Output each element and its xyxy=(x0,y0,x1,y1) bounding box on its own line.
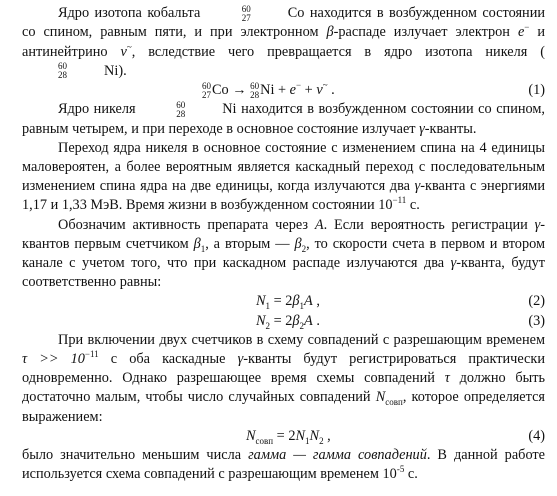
text: с. xyxy=(409,197,420,214)
element-symbol: Ni xyxy=(222,101,237,118)
text: , а вторым — xyxy=(205,235,290,252)
bar: ~ xyxy=(126,41,132,52)
tau-condition: τ >> 10 xyxy=(22,350,85,367)
text: При включении двух счетчиков в схему совпадений с разрешающим временем xyxy=(58,331,545,348)
paragraph-1 xyxy=(22,4,545,81)
equation-body xyxy=(22,312,511,331)
subscript: совп xyxy=(255,435,274,446)
gamma-symbol: γ xyxy=(237,350,244,367)
beta1-symbol: β xyxy=(193,235,201,252)
text: ). xyxy=(118,62,127,79)
subscript: 2 xyxy=(265,320,271,331)
n2-symbol: N xyxy=(309,427,320,444)
equation-number: (1) xyxy=(528,82,545,99)
resolution-base: 10 xyxy=(382,466,397,483)
mass-number: 60 xyxy=(250,80,260,91)
text: Ядро никеля xyxy=(58,101,136,118)
equation-body xyxy=(22,427,511,446)
punct: . xyxy=(312,312,320,329)
text: Переход ядра никеля в основное состояние с изменением спина на 4 единицы маловероятен, а более вероятным является каскадный переход с последовательным изменением спина ядра на две единицы, когда излучаются два xyxy=(22,139,545,195)
equation-2 xyxy=(22,292,545,311)
mass-number: 60 xyxy=(58,61,67,72)
gamma-symbol: γ xyxy=(414,178,421,195)
text: -кванты. xyxy=(424,120,477,137)
atomic-number: 27 xyxy=(241,12,251,23)
equation-body xyxy=(22,292,511,311)
antineutrino-symbol: ν xyxy=(120,43,127,60)
paragraph-2 xyxy=(22,100,545,139)
bar: ~ xyxy=(322,80,328,91)
arrow: → xyxy=(228,82,251,98)
cobalt-nuclide xyxy=(206,4,305,23)
text: Ядро изотопа кобальта xyxy=(58,5,201,21)
mass-number: 60 xyxy=(176,99,186,110)
subscript: 1 xyxy=(200,243,206,254)
equals: = 2 xyxy=(270,293,293,310)
resolution-exponent: -5 xyxy=(396,464,405,475)
atomic-number: 28 xyxy=(58,70,67,81)
beta-symbol: β xyxy=(292,312,300,329)
plus: + xyxy=(274,82,290,98)
punct: , xyxy=(323,427,331,444)
paragraph-3 xyxy=(22,139,545,216)
text: должно быть достаточно малым, чтобы число случайных совпадений xyxy=(22,370,546,406)
text: , вследствие чего превращается в ядро изотопа никеля ( xyxy=(131,43,546,60)
paragraph-5 xyxy=(22,331,545,427)
mass-number: 60 xyxy=(241,3,251,14)
tau-symbol: τ xyxy=(444,370,450,387)
subscript: 2 xyxy=(301,243,307,254)
nickel-nuclide xyxy=(140,100,236,119)
activity-symbol: A xyxy=(304,293,313,310)
lifetime-base: 10 xyxy=(378,197,393,214)
element-symbol: Co xyxy=(212,82,229,99)
n-symbol: N xyxy=(256,293,266,310)
text: с оба каскадные xyxy=(110,350,226,367)
subscript: 2 xyxy=(319,435,324,446)
subscript: совп xyxy=(385,397,403,408)
n1-symbol: N xyxy=(295,427,306,444)
text: и антинейтрино xyxy=(22,24,545,60)
equals: = 2 xyxy=(273,427,296,444)
punct: , xyxy=(312,293,320,310)
atomic-number: 27 xyxy=(202,89,211,100)
charge: − xyxy=(524,22,530,33)
beta-symbol: β xyxy=(292,293,300,310)
text: . Если вероятность регистрации xyxy=(323,216,528,233)
equation-number: (2) xyxy=(528,293,545,310)
text: -квантов первым счетчиком xyxy=(22,216,545,252)
antineutrino-symbol: ν xyxy=(316,82,323,98)
equation-number: (3) xyxy=(528,312,545,329)
element-symbol: Ni xyxy=(260,82,275,99)
atomic-number: 28 xyxy=(176,108,186,119)
text: -кванта с энергиями 1,17 и 1,33 МэВ. Время жизни в возбужденном состоянии xyxy=(22,178,545,214)
text: находится в возбужденном состоянии со спином, равным четырем, и при переходе в основное состояние излучает xyxy=(22,101,546,137)
element-symbol: Ni xyxy=(104,62,119,79)
nickel-nuclide xyxy=(22,62,118,81)
atomic-number: 28 xyxy=(250,89,260,100)
gamma-symbol: γ xyxy=(534,216,541,233)
paragraph-4 xyxy=(22,216,545,293)
subscript: 1 xyxy=(299,301,305,312)
electron-symbol: e xyxy=(517,24,525,41)
text: , которое определяется выражением: xyxy=(22,389,545,425)
equation-number: (4) xyxy=(528,427,545,444)
beta-symbol: β xyxy=(326,24,334,41)
gamma-symbol: γ xyxy=(450,255,457,271)
electron-symbol: e xyxy=(289,82,297,98)
subscript: 1 xyxy=(305,435,310,446)
subscript: 1 xyxy=(265,301,271,312)
equation-4 xyxy=(22,427,545,446)
gamma-symbol: γ xyxy=(419,120,425,137)
emphasis: гамма — гамма совпадений xyxy=(248,446,427,463)
cobalt-nuclide xyxy=(202,81,229,100)
element-symbol: Co xyxy=(287,5,305,22)
text: , то скорости счета в первом и втором канале с учетом того, что при каскадном распаде излучаются два xyxy=(22,235,546,271)
charge: − xyxy=(296,80,302,91)
equation-3 xyxy=(22,312,545,331)
activity-symbol: A xyxy=(304,312,313,329)
equals: = 2 xyxy=(270,312,293,329)
exponent: −11 xyxy=(84,349,99,360)
beta2-symbol: β xyxy=(294,235,302,252)
activity-symbol: A xyxy=(314,216,324,233)
text: Обозначим активность препарата через xyxy=(58,216,309,233)
punct: . xyxy=(327,82,335,98)
text: . В данной работе используется схема совпадений с разрешающим временем xyxy=(22,446,545,483)
n-symbol: N xyxy=(246,427,256,444)
lifetime-exponent: −11 xyxy=(392,195,407,206)
text: -кванта, будут соответственно равны: xyxy=(22,255,545,291)
plus: + xyxy=(301,82,317,98)
text: было значительно меньшим числа xyxy=(22,446,242,463)
text: -кванты будут регистрироваться практически одновременно. Однако разрешающее время схемы совпадений xyxy=(22,350,546,387)
nickel-nuclide xyxy=(250,81,274,100)
text: находится в возбужденном состоянии со спином, равным пяти, и при электронном xyxy=(22,5,545,41)
subscript: 2 xyxy=(299,320,305,331)
n-symbol: N xyxy=(375,389,386,406)
paragraph-6 xyxy=(22,446,545,484)
text: -распаде излучает электрон xyxy=(333,24,510,41)
equation-body xyxy=(22,81,511,100)
equation-1 xyxy=(22,81,545,100)
n-symbol: N xyxy=(256,312,266,329)
mass-number: 60 xyxy=(202,80,211,91)
text: с. xyxy=(407,466,418,483)
